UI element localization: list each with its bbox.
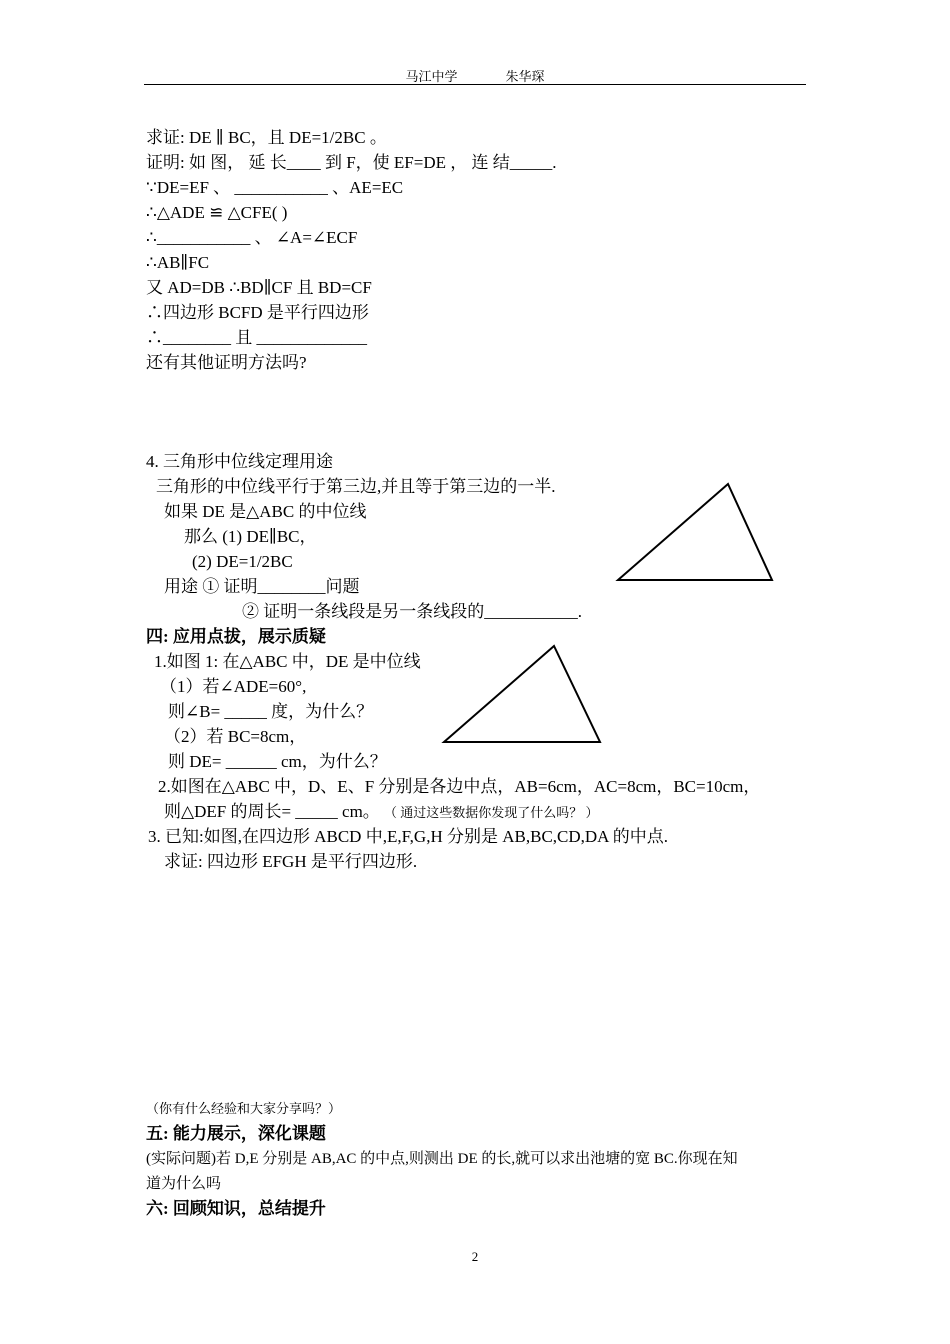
section-four-heading: 四: 应用点拔，展示质疑 xyxy=(146,627,326,646)
proof-line: ∴___________ 、 ∠A=∠ECF xyxy=(146,228,358,247)
proof-line: 求证: DE ∥ BC，且 DE=1/2BC 。 xyxy=(146,128,387,147)
proof-line: ∴四边形 BCFD 是平行四边形 xyxy=(146,303,369,322)
exercise-line: 则 DE= ______ cm，为什么？ xyxy=(168,752,387,771)
exercise-q2-note: （ 通过这些数据你发现了什么吗？ ） xyxy=(384,805,599,820)
exercise-line xyxy=(164,801,599,824)
section-five-text: (实际问题)若 D,E 分别是 AB,AC 的中点,则测出 DE 的长,就可以求出池塘的宽 BC.你现在知 xyxy=(146,1151,738,1167)
exercise-q2-tail: 则△DEF 的周长= _____ cm。 xyxy=(164,802,380,821)
proof-line: 证明: 如 图， 延 长____ 到 F，使 EF=DE ， 连 结_____. xyxy=(146,153,557,172)
section-six-heading: 六: 回顾知识，总结提升 xyxy=(146,1199,326,1218)
triangle-figure xyxy=(610,478,780,588)
section4-title: 4. 三角形中位线定理用途 xyxy=(146,452,333,471)
section-five-text: 道为什么吗 xyxy=(146,1176,222,1192)
exercise-line: 3. 已知:如图,在四边形 ABCD 中,E,F,G,H 分别是 AB,BC,CD,DA 的中点. xyxy=(148,827,669,846)
section4-line: 那么 (1) DE∥BC， xyxy=(184,527,317,546)
exercise-line: （2）若 BC=8cm， xyxy=(164,727,307,746)
proof-line: 又 AD=DB ∴BD∥CF 且 BD=CF xyxy=(146,278,372,297)
share-note: （你有什么经验和大家分享吗？） xyxy=(146,1101,342,1116)
school-name: 马江中学 xyxy=(405,69,458,84)
author-name: 朱华琛 xyxy=(505,69,545,84)
exercise-line: 2.如图在△ABC 中，D、E、F 分别是各边中点，AB=6cm，AC=8cm，BC=10cm， xyxy=(158,777,761,796)
proof-line: ∴△ADE ≌ △CFE( ) xyxy=(146,203,288,222)
page-header xyxy=(144,66,806,85)
proof-question: 还有其他证明方法吗? xyxy=(146,353,307,372)
section4-line: 用途 ① 证明________问题 xyxy=(164,577,360,596)
section4-line: 三角形的中位线平行于第三边,并且等于第三边的一半. xyxy=(156,477,556,496)
proof-line: ∵DE=EF 、 ___________ 、AE=EC xyxy=(146,178,404,197)
proof-line: ∴AB∥FC xyxy=(146,253,210,272)
proof-line: ∴________ 且 _____________ xyxy=(146,328,367,347)
section4-line: 如果 DE 是△ABC 的中位线 xyxy=(164,502,367,521)
exercise-line: 则∠B= _____ 度，为什么？ xyxy=(168,702,374,721)
section-five-heading: 五: 能力展示，深化课题 xyxy=(146,1124,326,1143)
page-number: 2 xyxy=(471,1249,479,1264)
exercise-line: 1.如图 1: 在△ABC 中，DE 是中位线 xyxy=(154,652,421,671)
section4-line: ② 证明一条线段是另一条线段的___________. xyxy=(242,602,582,621)
exercise-line: 求证: 四边形 EFGH 是平行四边形. xyxy=(164,852,418,871)
triangle-figure-1 xyxy=(436,640,608,750)
exercise-line: （1）若∠ADE=60°, xyxy=(160,677,307,696)
section4-line: (2) DE=1/2BC xyxy=(192,552,293,571)
